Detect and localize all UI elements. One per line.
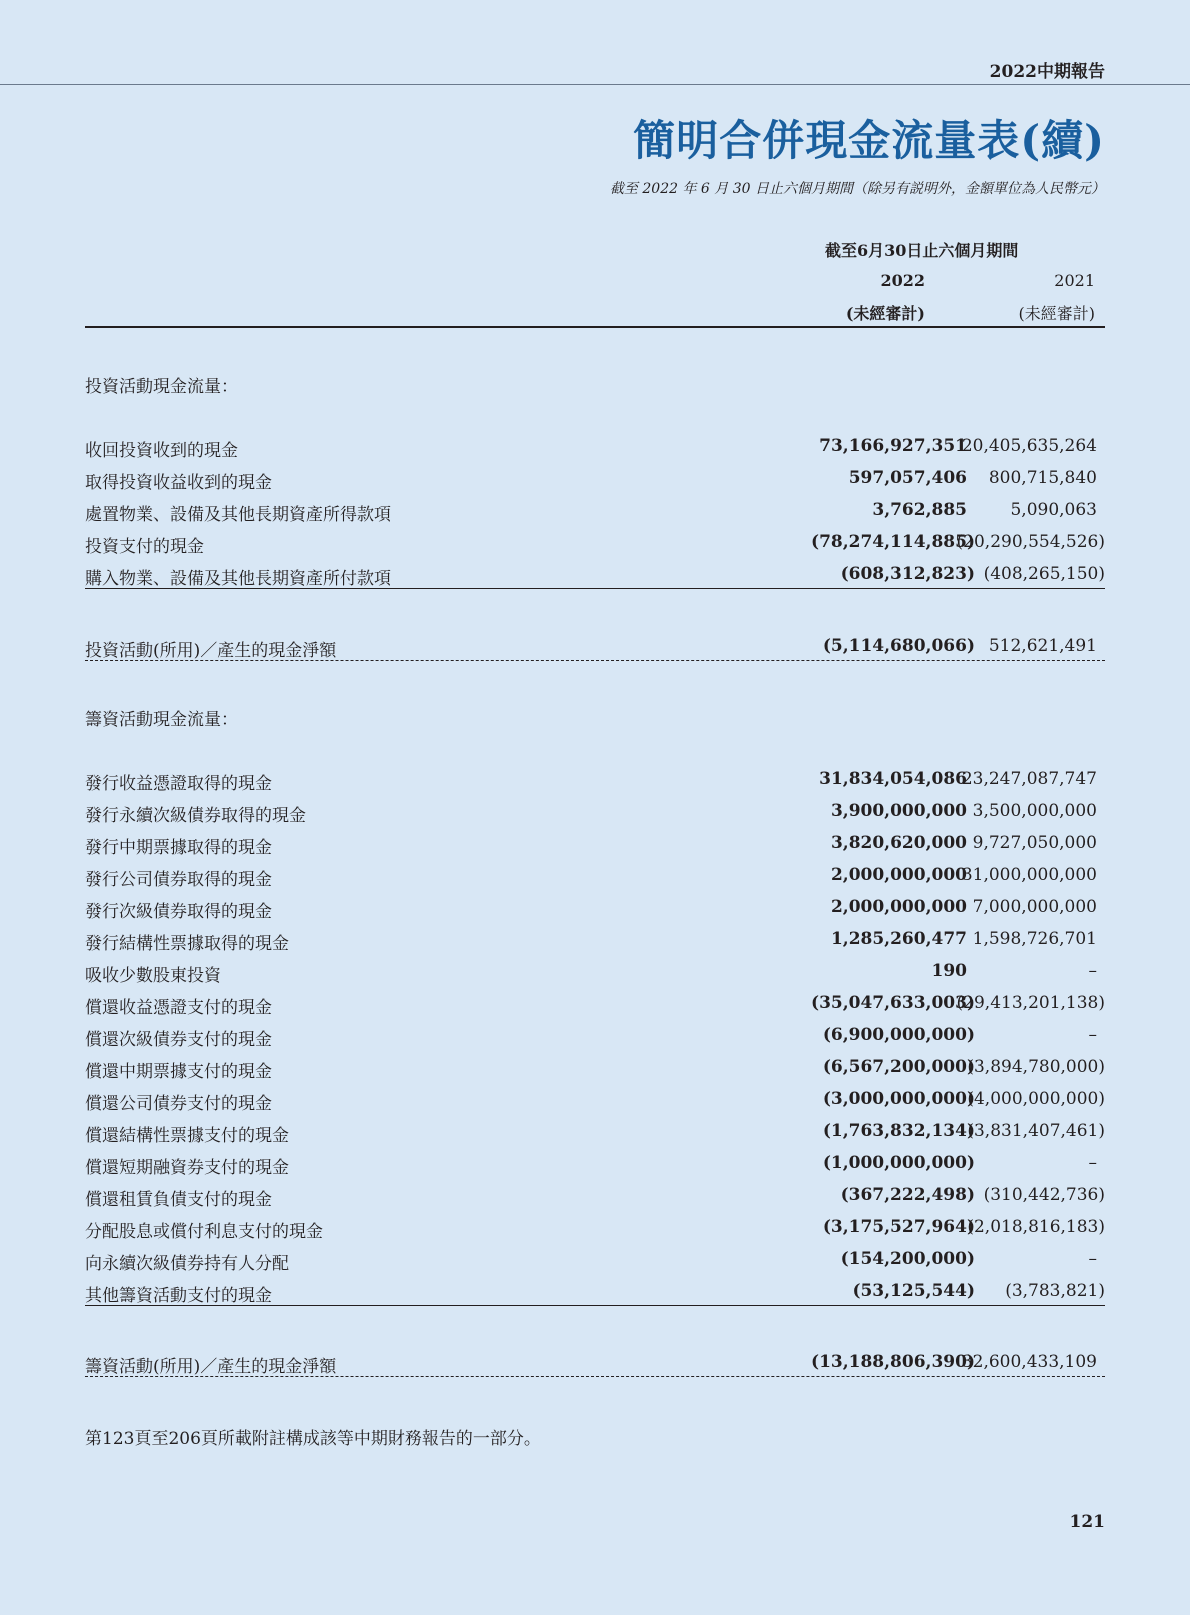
total-value-2022: (13,188,806,390): [811, 1352, 975, 1372]
table-row: [85, 1021, 1105, 1049]
row-value-2022: (367,222,498): [840, 1185, 975, 1205]
row-label: 發行次級債券取得的現金: [85, 902, 272, 922]
header-rule: [0, 84, 1190, 85]
table-row: [85, 1085, 1105, 1113]
row-value-2021: (20,290,554,526): [956, 532, 1105, 552]
total-row-investing: [85, 632, 1105, 661]
row-label: 發行收益憑證取得的現金: [85, 774, 272, 794]
row-value-2022: 1,285,260,477: [830, 929, 967, 949]
table-row: [85, 464, 1105, 492]
total-label: 籌資活動(所用)／產生的現金淨額: [85, 1357, 337, 1377]
row-value-2021: –: [1088, 961, 1097, 981]
row-value-2022: (78,274,114,885): [811, 532, 975, 552]
row-value-2022: 190: [931, 961, 967, 981]
row-value-2022: 3,762,885: [872, 500, 967, 520]
audit-2021-header: (未經審計): [1018, 304, 1095, 323]
table-row: [85, 560, 1105, 589]
table-row: [85, 861, 1105, 889]
row-label: 發行中期票據取得的現金: [85, 838, 272, 858]
row-value-2021: 800,715,840: [988, 468, 1097, 488]
audit-2022-header: (未經審計): [845, 304, 925, 323]
row-value-2021: 5,090,063: [1010, 500, 1097, 520]
table-row: [85, 797, 1105, 825]
total-value-2021: 32,600,433,109: [961, 1352, 1097, 1372]
row-value-2022: 31,834,054,086: [819, 769, 967, 789]
row-label: 償還租賃負債支付的現金: [85, 1190, 272, 1210]
row-value-2022: (3,000,000,000): [822, 1089, 975, 1109]
row-value-2021: (29,413,201,138): [956, 993, 1105, 1013]
row-label: 償還次級債券支付的現金: [85, 1030, 272, 1050]
page-subtitle: 截至 2022 年 6 月 30 日止六個月期間（除另有説明外，金額單位為人民幣元）: [609, 181, 1105, 197]
row-value-2022: 73,166,927,351: [819, 436, 967, 456]
row-value-2022: (1,763,832,134): [822, 1121, 975, 1141]
year-2021-header: 2021: [1054, 271, 1095, 290]
row-value-2021: –: [1088, 1025, 1097, 1045]
row-value-2021: 9,727,050,000: [972, 833, 1097, 853]
table-row: [85, 1245, 1105, 1273]
footnote: 第123頁至206頁所載附註構成該等中期財務報告的一部分。: [85, 1429, 541, 1449]
row-value-2022: (154,200,000): [840, 1249, 975, 1269]
row-value-2022: 3,820,620,000: [830, 833, 967, 853]
row-label: 投資支付的現金: [85, 537, 204, 557]
header-label: 2022中期報告: [989, 62, 1105, 82]
row-label: 向永續次級債券持有人分配: [85, 1254, 289, 1274]
row-value-2021: 23,247,087,747: [961, 769, 1097, 789]
table-row: [85, 1149, 1105, 1177]
total-value-2021: 512,621,491: [988, 636, 1097, 656]
row-label: 處置物業、設備及其他長期資產所得款項: [85, 505, 391, 525]
row-label: 償還短期融資券支付的現金: [85, 1158, 289, 1178]
row-label: 發行永續次級債券取得的現金: [85, 806, 306, 826]
row-label: 取得投資收益收到的現金: [85, 473, 272, 493]
row-value-2022: (6,900,000,000): [822, 1025, 975, 1045]
row-value-2022: 2,000,000,000: [830, 865, 967, 885]
table-row: [85, 1181, 1105, 1209]
row-value-2022: 3,900,000,000: [830, 801, 967, 821]
row-value-2021: –: [1088, 1153, 1097, 1173]
table-row: [85, 1213, 1105, 1241]
row-value-2021: (4,000,000,000): [967, 1089, 1105, 1109]
table-row: [85, 989, 1105, 1017]
row-value-2022: (608,312,823): [840, 564, 975, 584]
row-value-2022: (3,175,527,964): [822, 1217, 975, 1237]
section-heading-label: 籌資活動現金流量：: [85, 710, 238, 730]
row-value-2022: (35,047,633,003): [811, 993, 975, 1013]
year-2022-header: 2022: [880, 271, 925, 290]
row-value-2021: 1,598,726,701: [972, 929, 1097, 949]
row-value-2022: (6,567,200,000): [822, 1057, 975, 1077]
page-title: 簡明合併現金流量表(續): [633, 116, 1105, 165]
row-value-2021: (3,831,407,461): [967, 1121, 1105, 1141]
row-value-2021: (3,783,821): [1005, 1281, 1105, 1301]
row-label: 收回投資收到的現金: [85, 441, 238, 461]
header-table-rule: [85, 326, 1105, 328]
table-row: [85, 765, 1105, 793]
section-heading-financing: [85, 701, 1105, 729]
row-value-2022: 2,000,000,000: [830, 897, 967, 917]
row-label: 分配股息或償付利息支付的現金: [85, 1222, 323, 1242]
row-label: 償還結構性票據支付的現金: [85, 1126, 289, 1146]
table-row: [85, 1277, 1105, 1306]
table-row: [85, 829, 1105, 857]
row-value-2021: –: [1088, 1249, 1097, 1269]
row-label: 償還中期票據支付的現金: [85, 1062, 272, 1082]
row-value-2021: (2,018,816,183): [967, 1217, 1105, 1237]
row-value-2022: 597,057,406: [848, 468, 967, 488]
row-value-2022: (53,125,544): [852, 1281, 975, 1301]
row-label: 購入物業、設備及其他長期資產所付款項: [85, 569, 391, 589]
row-value-2021: 20,405,635,264: [961, 436, 1097, 456]
total-value-2022: (5,114,680,066): [822, 636, 975, 656]
period-header: 截至6月30日止六個月期間: [825, 241, 1019, 260]
page-number: 121: [1069, 1512, 1105, 1532]
row-label: 發行結構性票據取得的現金: [85, 934, 289, 954]
row-label: 其他籌資活動支付的現金: [85, 1286, 272, 1306]
table-row: [85, 1117, 1105, 1145]
table-row: [85, 893, 1105, 921]
section-heading-investing: [85, 368, 1105, 396]
row-value-2021: (310,442,736): [983, 1185, 1105, 1205]
row-value-2022: (1,000,000,000): [822, 1153, 975, 1173]
table-row: [85, 528, 1105, 556]
row-value-2021: 7,000,000,000: [972, 897, 1097, 917]
row-value-2021: (408,265,150): [983, 564, 1105, 584]
section-heading-label: 投資活動現金流量：: [85, 377, 238, 397]
table-row: [85, 925, 1105, 953]
table-row: [85, 496, 1105, 524]
row-label: 吸收少數股東投資: [85, 966, 221, 986]
row-value-2021: 3,500,000,000: [972, 801, 1097, 821]
table-row: [85, 432, 1105, 460]
row-value-2021: (3,894,780,000): [967, 1057, 1105, 1077]
row-value-2021: 31,000,000,000: [961, 865, 1097, 885]
table-row: [85, 957, 1105, 985]
table-row: [85, 1053, 1105, 1081]
row-label: 償還收益憑證支付的現金: [85, 998, 272, 1018]
total-label: 投資活動(所用)／產生的現金淨額: [85, 641, 337, 661]
row-label: 發行公司債券取得的現金: [85, 870, 272, 890]
total-row-financing: [85, 1348, 1105, 1377]
row-label: 償還公司債券支付的現金: [85, 1094, 272, 1114]
